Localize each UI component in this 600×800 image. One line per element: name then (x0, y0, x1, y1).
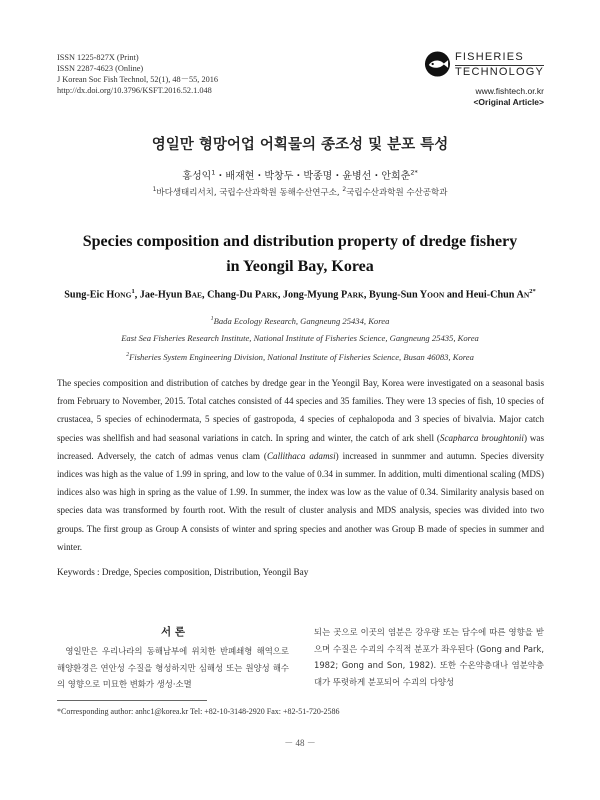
korean-author-sup-2: 2* (410, 168, 418, 177)
english-title-line-1: Species composition and distribution property of dredge fishery (82, 233, 518, 250)
author-3-surname: ARK (261, 290, 278, 300)
fish-logo-icon (424, 50, 451, 78)
logo-line-1: FISHERIES (454, 50, 524, 63)
abstract-part-3: ) increased in sunmmer and autumn. Species diversity indices was high as the value of 1.99 in spring, and low to the value of 0.34 in summer. In addition, multi dimentional scaling (MDS) indices also was high in spring as the value of 1.99. In summer, the index was low as the value of 0.34. Similarity analysis based on species data was transformed by fourth root. With the result of cluster analysis and MDS analysis, species was divided into two groups. The first group as Group A consists of winter and spring species and another was Group B made of species in summer and winter. (57, 450, 544, 552)
author-6-sup: 2* (529, 288, 536, 295)
affiliation-1-text: Bada Ecology Research, Gangneung 25434, Korea (213, 315, 390, 326)
logo-line-2: TECHNOLOGY (454, 65, 544, 78)
citation: J Korean Soc Fish Technol, 52(1), 48－55, 2016 (57, 75, 219, 84)
author-2: , Jae-Hyun B (134, 289, 192, 301)
author-3: , Chang-Du P (202, 289, 262, 301)
korean-affil-part-2: 국립수산과학원 수산공학과 (346, 188, 448, 198)
intro-right-column (314, 624, 544, 690)
english-title-line-2: in Yeongil Bay, Korea (226, 258, 374, 275)
english-title (40, 229, 560, 279)
article-type: <Original Article> (473, 97, 544, 107)
korean-affil-sup-2: 2 (342, 186, 347, 194)
abstract-part-2: ) was increased. Adversely, the catch of admas venus clam ( (57, 432, 545, 461)
abstract-species-1: Scapharca broughtonii (439, 432, 524, 443)
affiliation-3-text: Fisheries System Engineering Division, National Institute of Fisheries Science, Busan 46083, Korea (129, 351, 474, 362)
author-1-surname: ONG (114, 290, 132, 300)
section-heading-introduction: 서 론 (161, 626, 185, 638)
affiliation-1-sup: 1 (210, 316, 214, 322)
english-authors (40, 288, 560, 300)
journal-url[interactable]: www.fishtech.or.kr (475, 86, 544, 96)
intro-right-text: 되는 곳으로 이곳의 염분은 강우량 또는 담수에 따른 영향을 받으며 수질은 수괴의 수직적 분포가 좌우된다 (Gong and Park, 1982; Gong and Son, 1982). 또한 수온약층대나 염분약층대가 뚜렷하게 분포되어 수괴의 다양성 (314, 627, 544, 687)
abstract (57, 374, 544, 556)
affiliation-3-sup: 2 (126, 351, 130, 358)
abstract-part-1: The species composition and distribution of catches by dredge gear in the Yeongil Bay, Korea were investigated on a seasonal basis from February to November, 2015. Total catches consisted of 44 species and 35 families. They were 13 species of fish, 10 species of crustacea, 5 species of echinodermata, 5 species of gastropoda, 4 species of cephalopoda and 3 species of bivalvia. Major catch species was shellfish and had seasonal variations in catch. In spring and winter, the catch of ark shell ( (57, 378, 544, 443)
issn-online: ISSN 2287-4623 (Online) (57, 64, 144, 73)
author-2-surname: AE (191, 290, 202, 300)
author-5: , Byung-Sun Y (363, 289, 428, 301)
intro-left-text: 영일만은 우리나라의 동해남부에 위치한 반폐쇄형 해역으로 해양환경은 연안성 수질을 형성하지만 심해성 또는 원양성 해수의 영향으로 미묘한 변화가 생성·소멸 (57, 646, 289, 689)
page-number: － 48 － (284, 738, 316, 748)
abstract-species-2: Callithaca adamsi (266, 450, 336, 461)
korean-affil-sup-1: 1 (152, 186, 157, 194)
english-affiliations (40, 311, 560, 366)
author-4-surname: ARK (347, 290, 364, 300)
journal-url-block (440, 86, 544, 108)
korean-author-first: 홍성익 (182, 171, 212, 182)
affiliation-line-3 (40, 347, 560, 366)
issn-print: ISSN 1225-827X (Print) (57, 53, 139, 62)
affiliation-line-1 (40, 311, 560, 330)
journal-metadata (57, 52, 218, 96)
affiliation-line-2: East Sea Fisheries Research Institute, National Institute of Fisheries Science, Gangneung 25435, Korea (121, 332, 479, 343)
author-1: Sung-Eic H (64, 289, 115, 301)
journal-logo (424, 50, 544, 78)
author-5-surname: OON (427, 290, 445, 300)
corresponding-author-footnote: *Corresponding author: anhc1@korea.kr Tel: +82-10-3148-2920 Fax: +82-51-720-2586 (57, 707, 340, 716)
author-1-sup: 1 (131, 288, 135, 295)
korean-authors (40, 167, 560, 182)
footnote-divider (57, 700, 207, 701)
korean-affil-part-1: 바다생태리서치, 국립수산과학원 동해수산연구소, (156, 188, 343, 198)
korean-author-rest: ・배재현・박창두・박종명・윤병선・안희춘 (215, 171, 411, 182)
author-6: and Heui-Chun A (444, 289, 524, 301)
korean-title: 영일만 형망어업 어획물의 종조성 및 분포 특성 (151, 137, 449, 153)
author-6-surname: N (523, 290, 530, 300)
author-4: , Jong-Myung P (277, 289, 348, 301)
korean-author-sup-1: 1 (211, 168, 216, 177)
keywords: Keywords : Dredge, Species composition, Distribution, Yeongil Bay (57, 567, 309, 577)
korean-affiliation (40, 186, 560, 198)
intro-left-column (57, 624, 289, 693)
doi-link[interactable]: http://dx.doi.org/10.3796/KSFT.2016.52.1.048 (57, 86, 212, 95)
